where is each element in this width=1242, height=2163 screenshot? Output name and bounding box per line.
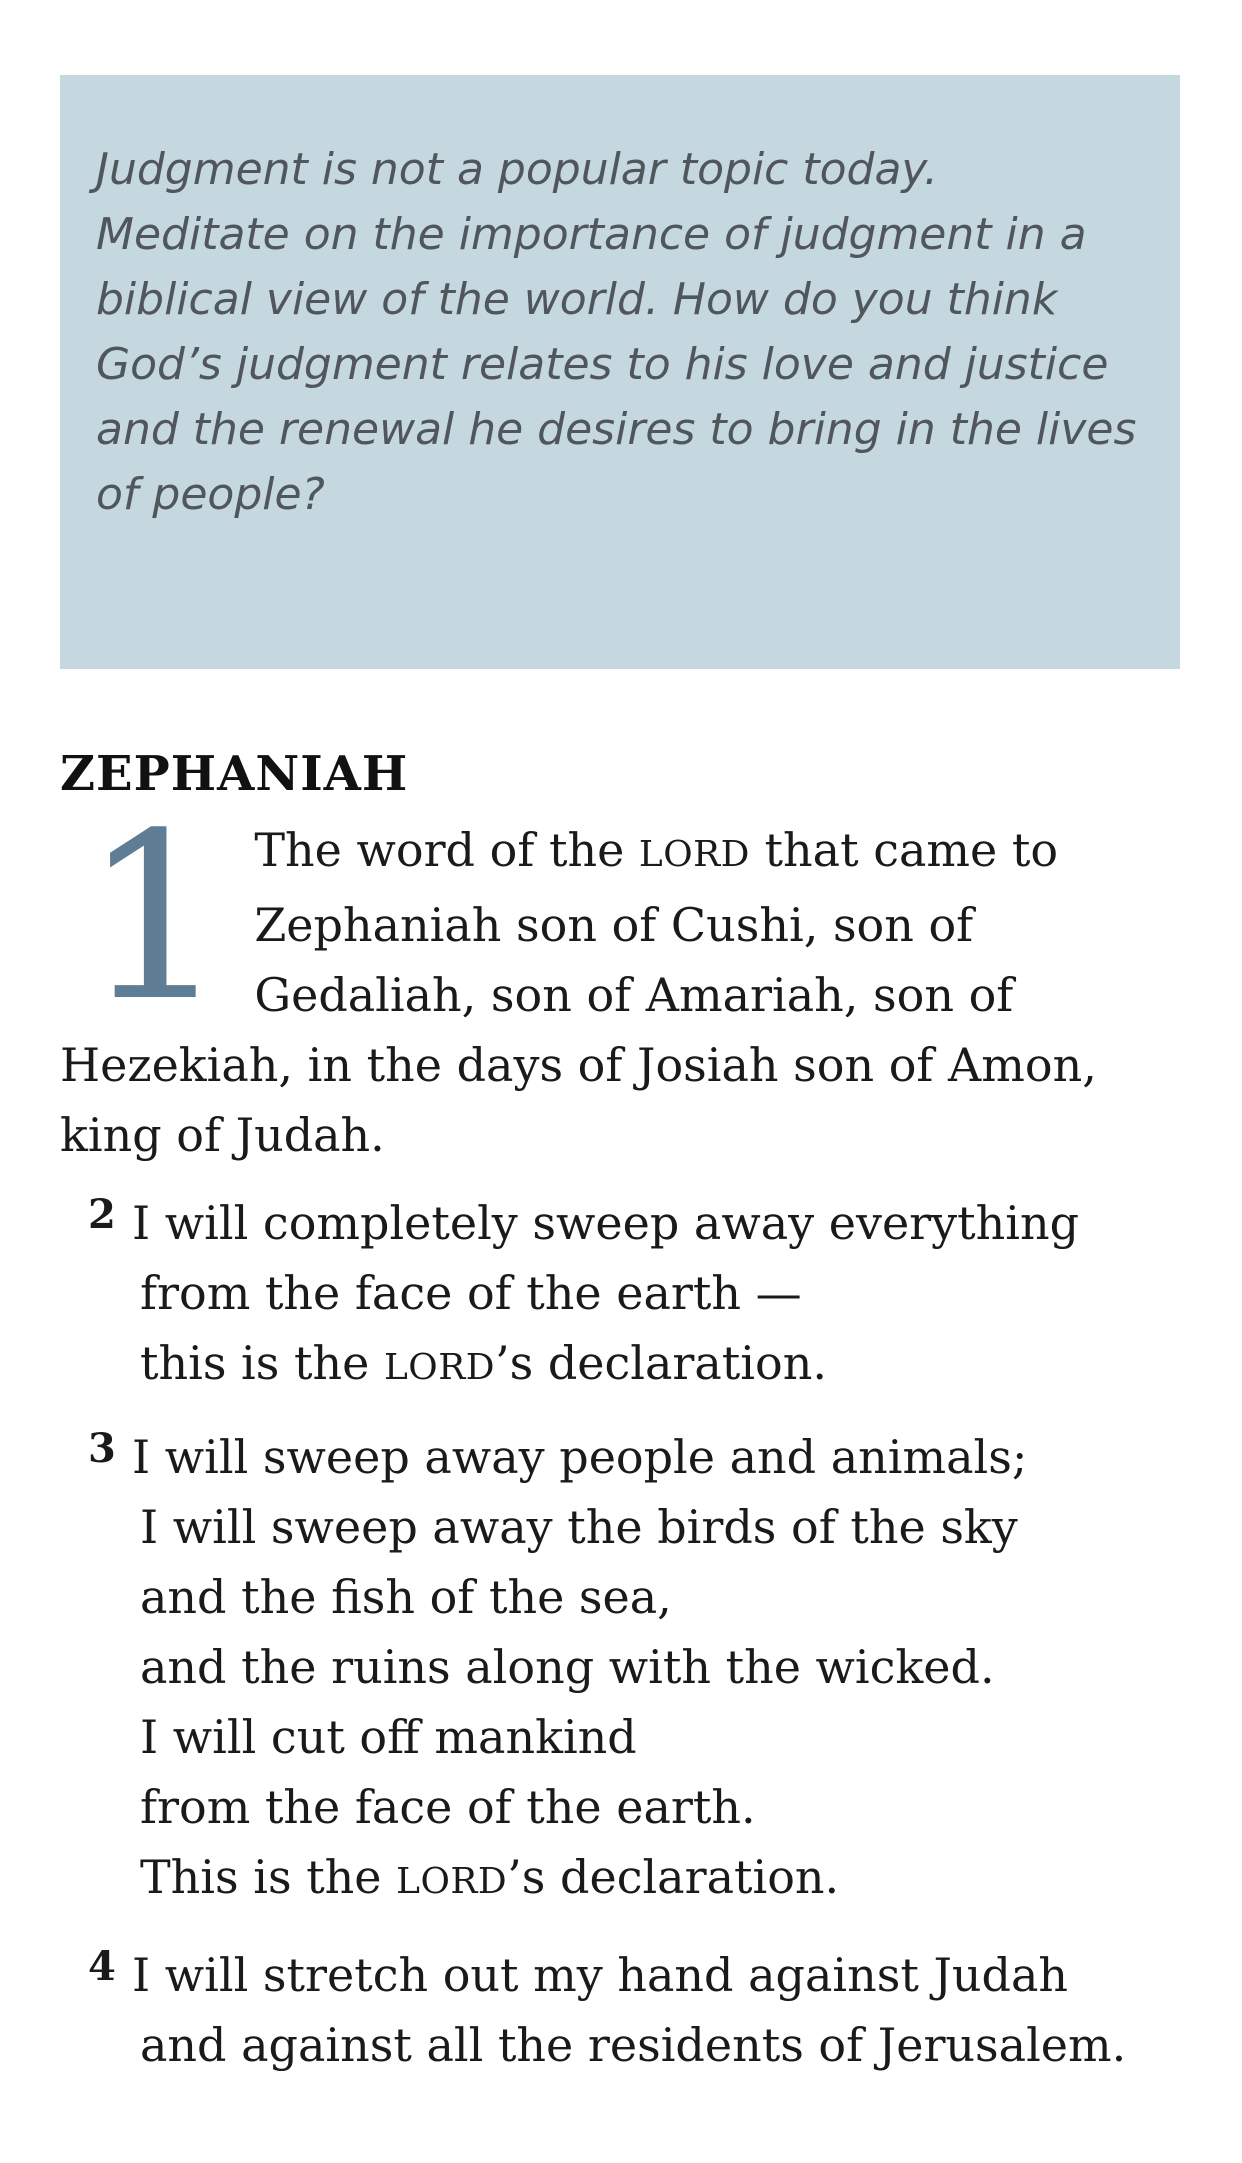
verse-line: I will stretch out my hand against Judah: [132, 1948, 1069, 2002]
verse-line: from the face of the earth.: [140, 1780, 756, 1834]
verse-line: I will completely sweep away everything: [132, 1196, 1080, 1250]
verse-number: 4: [88, 1943, 116, 1990]
chapter-1-verse-1: [60, 785, 1190, 1170]
reflection-text: Judgment is not a popular topic today. Meditate on the importance of judgment in a biblical view of the world. How do you think God’s judgment relates to his love and justice and the renewal he desires to bring in the lives of people?: [96, 144, 1137, 520]
verse-1-text: The word of the LORD that came to Zephaniah son of Cushi, son of Gedaliah, son of Amariah, son of Hezekiah, in the days of Josiah son of Amon, king of Judah.: [60, 823, 1097, 1162]
lord-small-caps: LORD: [383, 1347, 495, 1388]
verse-3: [60, 1422, 1190, 1917]
verse-line: this is the LORD’s declaration.: [140, 1336, 827, 1390]
chapter-number-dropcap: 1: [82, 785, 229, 1052]
verse-line: I will sweep away the birds of the sky: [140, 1500, 1018, 1554]
book-title: ZEPHANIAH: [60, 746, 409, 802]
lord-small-caps: LORD: [638, 834, 750, 875]
verse-line: I will sweep away people and animals;: [132, 1430, 1028, 1484]
verse-line: from the face of the earth —: [140, 1266, 802, 1320]
verse-line: and the ruins along with the wicked.: [140, 1640, 995, 1694]
reflection-callout: [60, 75, 1180, 669]
verse-line: and the fish of the sea,: [140, 1570, 672, 1624]
verse-line: and against all the residents of Jerusalem.: [140, 2018, 1127, 2072]
verse-line: This is the LORD’s declaration.: [140, 1850, 840, 1904]
verse-4: [60, 1940, 1190, 2080]
verse-2: [60, 1188, 1190, 1403]
verse-line: I will cut off mankind: [140, 1710, 637, 1764]
verse-number: 2: [88, 1191, 116, 1238]
lord-small-caps: LORD: [396, 1861, 508, 1902]
verse-number: 3: [88, 1425, 116, 1472]
